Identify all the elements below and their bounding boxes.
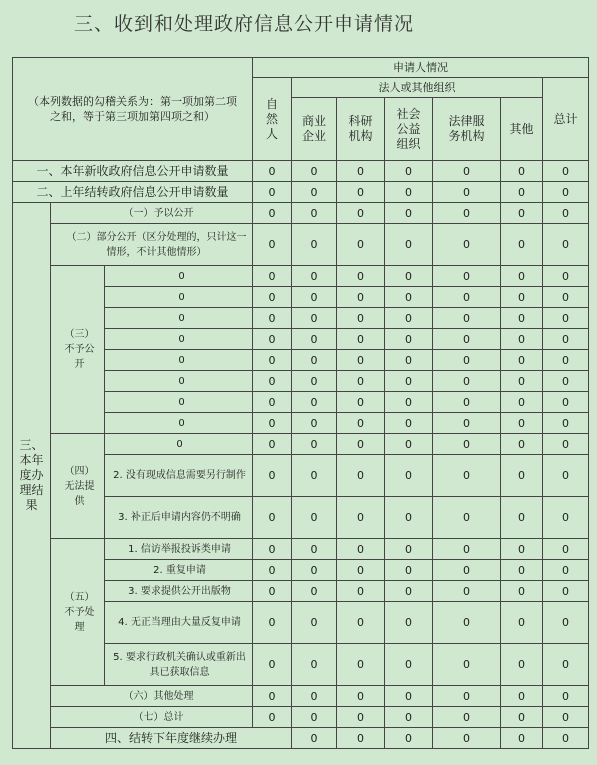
header-applicant: 申请人情况 xyxy=(253,58,589,78)
value-cell: 0 xyxy=(433,497,501,539)
value-cell: 0 xyxy=(385,707,433,728)
value-cell: 0 xyxy=(543,707,589,728)
value-cell: 0 xyxy=(501,266,543,287)
value-cell: 0 xyxy=(292,602,337,644)
value-cell: 0 xyxy=(385,644,433,686)
value-cell: 0 xyxy=(433,266,501,287)
sub-row-label: 2. 重复申请 xyxy=(105,560,253,581)
sub-row-label: 0 xyxy=(105,329,253,350)
value-cell: 0 xyxy=(543,182,589,203)
value-cell: 0 xyxy=(292,455,337,497)
value-cell: 0 xyxy=(253,161,292,182)
sub-row-label: 4. 无正当理由大量反复申请 xyxy=(105,602,253,644)
header-research: 科研机构 xyxy=(337,98,385,161)
value-cell: 0 xyxy=(292,644,337,686)
row-label-carried-over: 二、上年结转政府信息公开申请数量 xyxy=(13,182,253,203)
value-cell: 0 xyxy=(543,581,589,602)
row-label-section3: 三、本年度办理结果 xyxy=(13,203,51,749)
value-cell: 0 xyxy=(292,581,337,602)
value-cell: 0 xyxy=(543,728,589,749)
value-cell: 0 xyxy=(292,182,337,203)
value-cell: 0 xyxy=(543,686,589,707)
value-cell: 0 xyxy=(253,644,292,686)
value-cell: 0 xyxy=(433,329,501,350)
value-cell: 0 xyxy=(433,392,501,413)
value-cell: 0 xyxy=(385,581,433,602)
sub-row-label: 2. 没有现成信息需要另行制作 xyxy=(105,455,253,497)
value-cell: 0 xyxy=(543,602,589,644)
row-label-section4: 四、结转下年度继续办理 xyxy=(51,728,292,749)
value-cell: 0 xyxy=(501,707,543,728)
page-title: 三、收到和处理政府信息公开申请情况 xyxy=(74,13,415,35)
row-label-s3-5: （五）不予处理 xyxy=(51,539,105,686)
value-cell: 0 xyxy=(292,728,337,749)
value-cell: 0 xyxy=(292,539,337,560)
value-cell: 0 xyxy=(501,182,543,203)
row-label-s3-6: （六）其他处理 xyxy=(51,686,253,707)
value-cell: 0 xyxy=(543,287,589,308)
value-cell: 0 xyxy=(253,287,292,308)
value-cell: 0 xyxy=(433,350,501,371)
value-cell: 0 xyxy=(337,392,385,413)
value-cell: 0 xyxy=(385,266,433,287)
value-cell: 0 xyxy=(253,392,292,413)
value-cell: 0 xyxy=(543,371,589,392)
value-cell: 0 xyxy=(501,455,543,497)
value-cell: 0 xyxy=(385,182,433,203)
value-cell: 0 xyxy=(543,644,589,686)
value-cell: 0 xyxy=(292,161,337,182)
value-cell: 0 xyxy=(385,392,433,413)
value-cell: 0 xyxy=(501,308,543,329)
sub-row-label: 0 xyxy=(105,350,253,371)
value-cell: 0 xyxy=(433,203,501,224)
value-cell: 0 xyxy=(433,686,501,707)
value-cell: 0 xyxy=(292,224,337,266)
value-cell: 0 xyxy=(433,560,501,581)
value-cell: 0 xyxy=(501,434,543,455)
sub-row-label: 3. 补正后申请内容仍不明确 xyxy=(105,497,253,539)
value-cell: 0 xyxy=(292,308,337,329)
value-cell: 0 xyxy=(253,434,292,455)
value-cell: 0 xyxy=(385,686,433,707)
row-label-s3-2: （二）部分公开（区分处理的，只计这一情形，不计其他情形） xyxy=(51,224,253,266)
value-cell: 0 xyxy=(292,560,337,581)
header-natural-person: 自然人 xyxy=(253,78,292,161)
value-cell: 0 xyxy=(433,539,501,560)
value-cell: 0 xyxy=(337,581,385,602)
value-cell: 0 xyxy=(543,539,589,560)
value-cell: 0 xyxy=(433,161,501,182)
value-cell: 0 xyxy=(385,308,433,329)
value-cell: 0 xyxy=(433,455,501,497)
sub-row-label: 0 xyxy=(105,287,253,308)
value-cell: 0 xyxy=(337,287,385,308)
value-cell: 0 xyxy=(433,413,501,434)
value-cell: 0 xyxy=(292,413,337,434)
value-cell: 0 xyxy=(253,602,292,644)
value-cell: 0 xyxy=(501,203,543,224)
header-business: 商业企业 xyxy=(292,98,337,161)
row-label-new-received: 一、本年新收政府信息公开申请数量 xyxy=(13,161,253,182)
value-cell: 0 xyxy=(385,161,433,182)
value-cell: 0 xyxy=(253,539,292,560)
value-cell: 0 xyxy=(253,308,292,329)
value-cell: 0 xyxy=(253,224,292,266)
value-cell: 0 xyxy=(501,644,543,686)
row-label-s3-4: （四）无法提供 xyxy=(51,434,105,539)
value-cell: 0 xyxy=(543,203,589,224)
value-cell: 0 xyxy=(337,224,385,266)
value-cell: 0 xyxy=(543,560,589,581)
value-cell: 0 xyxy=(433,434,501,455)
value-cell: 0 xyxy=(433,728,501,749)
value-cell: 0 xyxy=(292,392,337,413)
value-cell: 0 xyxy=(337,329,385,350)
value-cell: 0 xyxy=(543,161,589,182)
value-cell: 0 xyxy=(543,266,589,287)
value-cell: 0 xyxy=(385,371,433,392)
value-cell: 0 xyxy=(337,161,385,182)
value-cell: 0 xyxy=(501,392,543,413)
value-cell: 0 xyxy=(337,497,385,539)
value-cell: 0 xyxy=(385,434,433,455)
row-label-s3-3: （三）不予公开 xyxy=(51,266,105,434)
value-cell: 0 xyxy=(501,581,543,602)
value-cell: 0 xyxy=(337,602,385,644)
value-cell: 0 xyxy=(253,350,292,371)
value-cell: 0 xyxy=(337,434,385,455)
value-cell: 0 xyxy=(501,413,543,434)
value-cell: 0 xyxy=(433,224,501,266)
value-cell: 0 xyxy=(337,413,385,434)
value-cell: 0 xyxy=(501,560,543,581)
value-cell: 0 xyxy=(337,644,385,686)
value-cell: 0 xyxy=(543,455,589,497)
value-cell: 0 xyxy=(501,497,543,539)
value-cell: 0 xyxy=(385,560,433,581)
value-cell: 0 xyxy=(337,308,385,329)
value-cell: 0 xyxy=(253,686,292,707)
header-legal-service: 法律服务机构 xyxy=(433,98,501,161)
value-cell: 0 xyxy=(253,581,292,602)
value-cell: 0 xyxy=(292,434,337,455)
value-cell: 0 xyxy=(253,413,292,434)
sub-row-label: 0 xyxy=(105,308,253,329)
value-cell: 0 xyxy=(433,182,501,203)
header-other: 其他 xyxy=(501,98,543,161)
sub-row-label: 0 xyxy=(105,413,253,434)
header-note: （本列数据的勾稽关系为：第一项加第二项之和，等于第三项加第四项之和） xyxy=(13,58,253,161)
value-cell: 0 xyxy=(292,497,337,539)
row-label-s3-7: （七）总计 xyxy=(51,707,253,728)
value-cell: 0 xyxy=(337,203,385,224)
value-cell: 0 xyxy=(337,707,385,728)
value-cell: 0 xyxy=(543,329,589,350)
value-cell: 0 xyxy=(292,287,337,308)
value-cell: 0 xyxy=(385,497,433,539)
value-cell: 0 xyxy=(543,434,589,455)
header-legal-org: 法人或其他组织 xyxy=(292,78,543,98)
value-cell: 0 xyxy=(385,287,433,308)
value-cell: 0 xyxy=(501,371,543,392)
value-cell: 0 xyxy=(385,203,433,224)
value-cell: 0 xyxy=(337,350,385,371)
value-cell: 0 xyxy=(501,329,543,350)
value-cell: 0 xyxy=(253,497,292,539)
value-cell: 0 xyxy=(253,707,292,728)
value-cell: 0 xyxy=(253,203,292,224)
value-cell: 0 xyxy=(501,602,543,644)
row-label-s3-1: （一）予以公开 xyxy=(51,203,253,224)
value-cell: 0 xyxy=(501,224,543,266)
value-cell: 0 xyxy=(543,413,589,434)
value-cell: 0 xyxy=(433,602,501,644)
value-cell: 0 xyxy=(292,266,337,287)
value-cell: 0 xyxy=(337,539,385,560)
value-cell: 0 xyxy=(337,266,385,287)
value-cell: 0 xyxy=(292,329,337,350)
value-cell: 0 xyxy=(385,602,433,644)
value-cell: 0 xyxy=(292,203,337,224)
value-cell: 0 xyxy=(253,329,292,350)
value-cell: 0 xyxy=(337,686,385,707)
value-cell: 0 xyxy=(337,728,385,749)
value-cell: 0 xyxy=(385,350,433,371)
value-cell: 0 xyxy=(253,455,292,497)
value-cell: 0 xyxy=(543,224,589,266)
value-cell: 0 xyxy=(292,686,337,707)
value-cell: 0 xyxy=(501,686,543,707)
value-cell: 0 xyxy=(292,350,337,371)
value-cell: 0 xyxy=(501,287,543,308)
sub-row-label: 3. 要求提供公开出版物 xyxy=(105,581,253,602)
sub-row-label: 0 xyxy=(105,371,253,392)
value-cell: 0 xyxy=(385,413,433,434)
value-cell: 0 xyxy=(543,392,589,413)
value-cell: 0 xyxy=(253,266,292,287)
value-cell: 0 xyxy=(501,161,543,182)
sub-row-label: 5. 要求行政机关确认或重新出具已获取信息 xyxy=(105,644,253,686)
value-cell: 0 xyxy=(385,539,433,560)
value-cell: 0 xyxy=(543,497,589,539)
value-cell: 0 xyxy=(337,182,385,203)
value-cell: 0 xyxy=(543,308,589,329)
value-cell: 0 xyxy=(337,455,385,497)
value-cell: 0 xyxy=(385,455,433,497)
value-cell: 0 xyxy=(433,581,501,602)
value-cell: 0 xyxy=(385,329,433,350)
value-cell: 0 xyxy=(337,560,385,581)
value-cell: 0 xyxy=(292,371,337,392)
value-cell: 0 xyxy=(433,371,501,392)
value-cell: 0 xyxy=(501,539,543,560)
value-cell: 0 xyxy=(433,287,501,308)
value-cell: 0 xyxy=(253,182,292,203)
value-cell: 0 xyxy=(543,350,589,371)
value-cell: 0 xyxy=(385,728,433,749)
sub-row-label: 0 xyxy=(105,392,253,413)
value-cell: 0 xyxy=(501,728,543,749)
header-public-welfare: 社会公益组织 xyxy=(385,98,433,161)
application-stats-table xyxy=(12,57,589,749)
value-cell: 0 xyxy=(253,560,292,581)
value-cell: 0 xyxy=(292,707,337,728)
value-cell: 0 xyxy=(501,350,543,371)
value-cell: 0 xyxy=(433,644,501,686)
value-cell: 0 xyxy=(253,371,292,392)
sub-row-label: 0 xyxy=(105,266,253,287)
sub-row-label: 1. 信访举报投诉类申请 xyxy=(105,539,253,560)
value-cell: 0 xyxy=(433,308,501,329)
header-total: 总计 xyxy=(543,78,589,161)
value-cell: 0 xyxy=(433,707,501,728)
value-cell: 0 xyxy=(337,371,385,392)
sub-row-label: 0 xyxy=(105,434,253,455)
value-cell: 0 xyxy=(385,224,433,266)
